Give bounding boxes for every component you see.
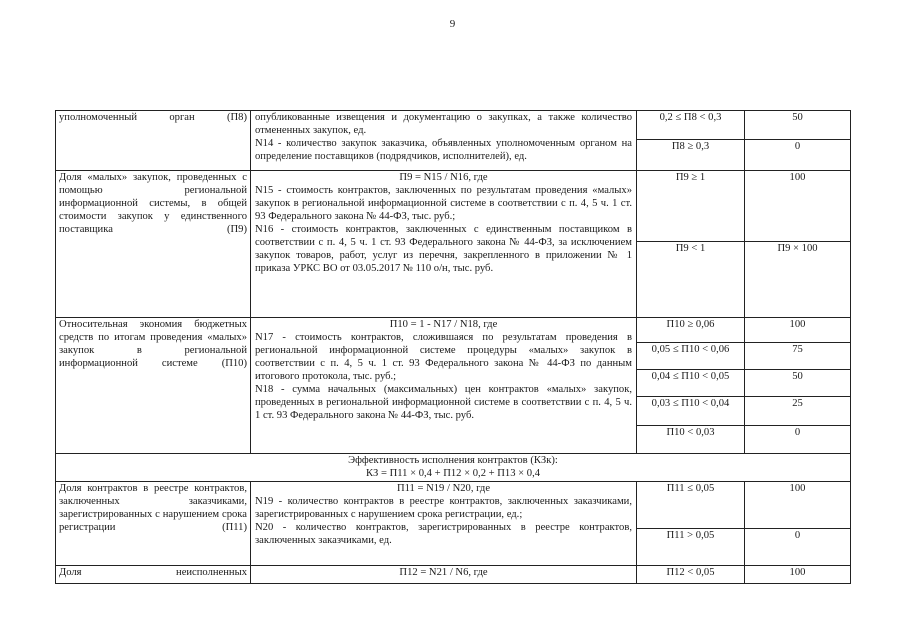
criteria-table [55, 110, 851, 584]
condition-value: П9 ≥ 1 [637, 171, 744, 242]
score-value: 0 [794, 427, 801, 438]
condition-cell [637, 482, 745, 566]
indicator-cell [56, 482, 251, 566]
method-cell [251, 171, 637, 318]
formula: П10 = 1 - N17 / N18, где [389, 319, 498, 330]
method-line: N19 - количество контрактов в реестре контрактов, заключенных заказчиками, зарегистрированных с нарушением срока регистрации, ед.; [255, 496, 632, 520]
indicator-text: Доля «малых» закупок, проведенных с помощью региональной информационной системы, в общей стоимости закупок у единственного поставщика (П9) [59, 172, 247, 235]
condition-cell [637, 111, 745, 171]
method-cell [251, 318, 637, 454]
section-row [56, 454, 851, 482]
condition-cell [637, 171, 745, 318]
method-line: опубликованные извещения и документацию о закупках, а также количество отмененных закупок, ед. [255, 112, 632, 136]
table-row [56, 111, 851, 171]
score-value: 50 [745, 111, 850, 140]
indicator-text: Относительная экономия бюджетных средств по итогам проведения «малых» закупок в региональной информационной системе (П10) [59, 319, 247, 369]
score-value: 100 [745, 318, 850, 343]
condition-value: П11 > 0,05 [666, 530, 715, 541]
method-cell [251, 111, 637, 171]
score-value: 100 [745, 171, 850, 242]
method-line: N20 - количество контрактов, зарегистрированных в реестре контрактов, заключенных заказчиками, ед. [255, 522, 632, 546]
condition-value: П10 < 0,03 [666, 427, 715, 438]
indicator-text: уполномоченный орган (П8) [59, 112, 247, 123]
score-cell [745, 171, 851, 318]
condition-value: П8 ≥ 0,3 [671, 141, 710, 152]
table-row [56, 482, 851, 566]
indicator-cell [56, 171, 251, 318]
method-line: N16 - стоимость контрактов, заключенных с единственным поставщиком в соответствии с п. 4, 5 ч. 1 ст. 93 Федерального закона № 44-ФЗ, за исключением закупок товаров, работ, услуг из перечня, закрепленного в приложении № 1 приказа УРКС ВО от 03.05.2017 № 110 о/н, тыс. руб. [255, 224, 632, 274]
formula: П12 = N21 / N6, где [399, 567, 488, 578]
condition-value: П11 ≤ 0,05 [637, 482, 744, 529]
indicator-text: Доля контрактов в реестре контрактов, заключенных заказчиками, зарегистрированных с нарушением срока регистрации (П11) [59, 483, 247, 533]
score-value: 0 [794, 530, 801, 541]
score-cell [745, 318, 851, 454]
section-header [56, 454, 851, 482]
score-value: 75 [745, 343, 850, 370]
condition-value: 0,04 ≤ П10 < 0,05 [637, 370, 744, 397]
condition-value: 0,05 ≤ П10 < 0,06 [637, 343, 744, 370]
method-line: N15 - стоимость контрактов, заключенных по результатам проведения «малых» закупок в региональной информационной системе в соответствии с п. 4, 5 ч. 1 ст. 93 Федерального закона № 44-ФЗ, тыс. руб.; [255, 185, 632, 222]
table-row [56, 171, 851, 318]
score-cell [745, 111, 851, 171]
condition-value: 0,03 ≤ П10 < 0,04 [637, 397, 744, 426]
score-value: 0 [794, 141, 801, 152]
section-formula: КЗ = П11 × 0,4 + П12 × 0,2 + П13 × 0,4 [365, 468, 541, 479]
method-line: N18 - сумма начальных (максимальных) цен контрактов «малых» закупок, проведенных в региональной информационной системе в соответствии с п. 4, 5 ч. 1 ст. 93 Федерального закона № 44-ФЗ, тыс. руб. [255, 384, 632, 421]
indicator-cell [56, 111, 251, 171]
page-number: 9 [449, 18, 456, 30]
condition-value: П10 ≥ 0,06 [637, 318, 744, 343]
formula: П11 = N19 / N20, где [396, 483, 491, 494]
formula: П9 = N15 / N16, где [399, 172, 488, 183]
method-cell [251, 482, 637, 566]
condition-value: 0,2 ≤ П8 < 0,3 [637, 111, 744, 140]
condition-cell [637, 318, 745, 454]
method-line: N14 - количество закупок заказчика, объявленных уполномоченным органом на определение поставщиков (подрядчиков, исполнителей), ед. [255, 138, 632, 162]
table-row [56, 318, 851, 454]
score-cell [745, 482, 851, 566]
method-cell [251, 566, 637, 584]
score-value: 100 [745, 566, 851, 584]
section-title: Эффективность исполнения контрактов (КЗк): [348, 455, 558, 466]
table-row [56, 566, 851, 584]
score-value: 100 [745, 482, 850, 529]
score-value: П9 × 100 [777, 243, 818, 254]
condition-value: П9 < 1 [675, 243, 706, 254]
score-value: 25 [745, 397, 850, 426]
indicator-cell [56, 566, 251, 584]
condition-value: П12 < 0,05 [637, 566, 745, 584]
score-value: 50 [745, 370, 850, 397]
method-line: N17 - стоимость контрактов, сложившаяся по результатам проведения в региональной информационной системе процедуры «малых» закупок в соответствии с п. 4, 5 ч. 1 ст. 93 Федерального закона № 44-ФЗ по данным итогового протокола, тыс. руб.; [255, 332, 632, 382]
indicator-cell [56, 318, 251, 454]
indicator-text: Доля неисполненных [59, 567, 247, 578]
